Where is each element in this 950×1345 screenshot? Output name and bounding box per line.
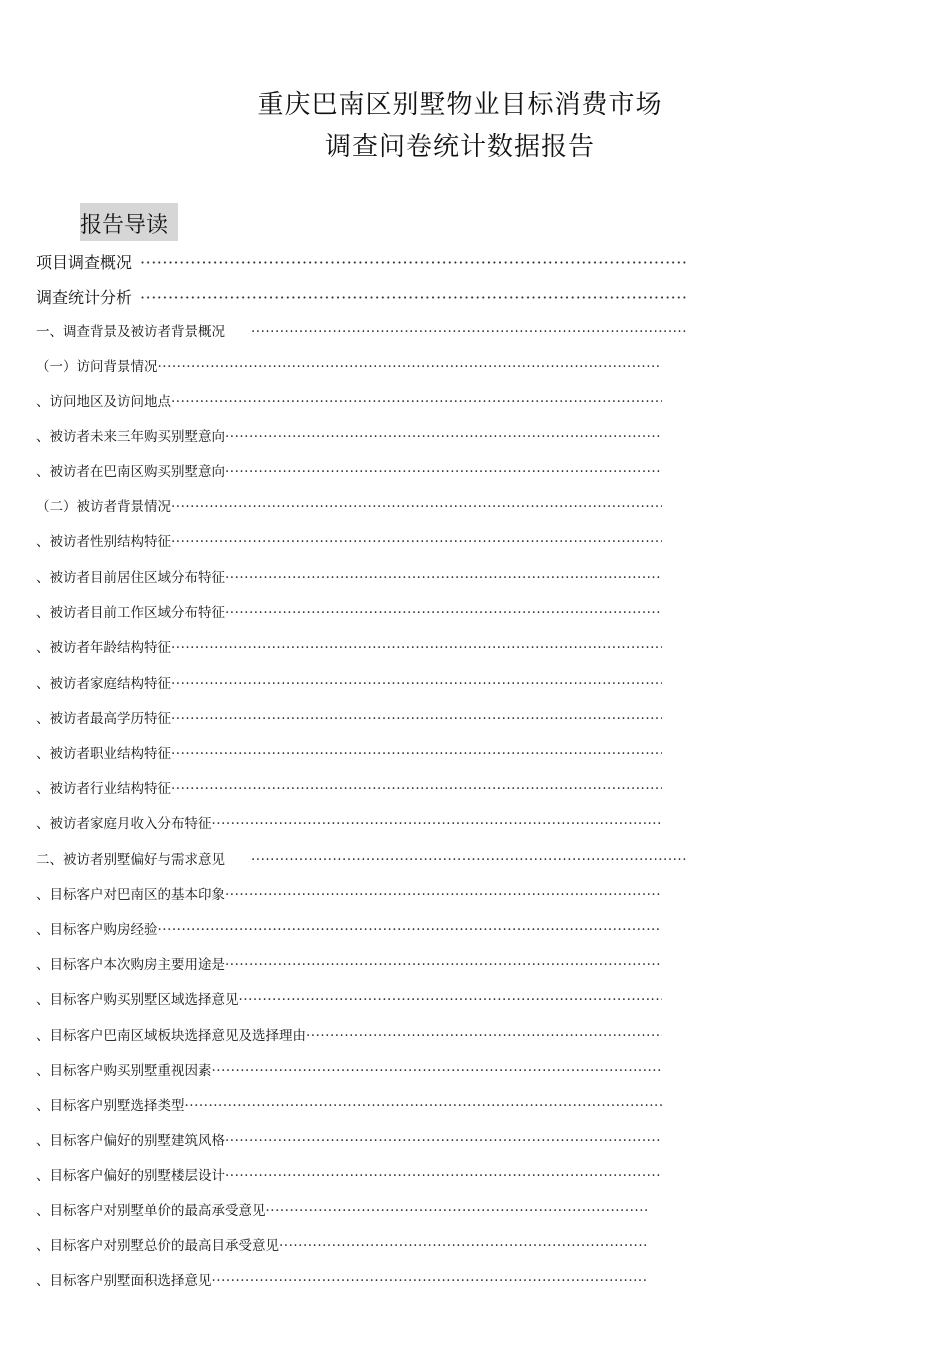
toc-item-label: 、被访者性别结构特征 <box>36 534 171 550</box>
toc-item <box>36 530 662 550</box>
toc-item <box>36 848 688 868</box>
toc-item <box>36 1234 647 1254</box>
toc-dot-leader <box>140 253 688 272</box>
guide-heading: 报告导读 <box>80 203 178 241</box>
toc-item <box>36 918 662 938</box>
toc-dot-leader <box>171 534 662 550</box>
toc-dot-leader <box>171 781 662 797</box>
toc-item-label: 、被访者最高学历特征 <box>36 711 171 727</box>
toc-item-label: 、被访者未来三年购买别墅意向 <box>36 429 225 445</box>
toc-dot-leader <box>225 464 662 480</box>
toc-item-label: 、目标客户别墅选择类型 <box>36 1098 185 1114</box>
toc-item-label: 、目标客户购买别墅区域选择意见 <box>36 992 239 1008</box>
toc-item-label: 、目标客户购房经验 <box>36 922 158 938</box>
toc-item-label: 、被访者行业结构特征 <box>36 781 171 797</box>
toc-item <box>36 1059 662 1079</box>
toc-item-label: 二、被访者别墅偏好与需求意见 <box>36 852 225 868</box>
toc-item <box>36 707 662 727</box>
toc-item <box>36 883 662 903</box>
toc-item <box>36 566 662 586</box>
toc-item <box>36 250 688 273</box>
toc-item <box>36 285 688 308</box>
toc-dot-leader <box>158 922 663 938</box>
toc-item <box>36 460 662 480</box>
toc-item-label: 、被访者在巴南区购买别墅意向 <box>36 464 225 480</box>
toc-item <box>36 953 662 973</box>
toc-dot-leader <box>225 429 662 445</box>
toc-dot-leader <box>171 746 662 762</box>
toc-item-label: 、被访者目前工作区域分布特征 <box>36 605 225 621</box>
toc-dot-leader <box>225 1133 662 1149</box>
toc-dot-leader <box>140 288 688 307</box>
toc-dot-leader <box>266 1203 648 1219</box>
toc-item-label: 、目标客户对别墅单价的最高承受意见 <box>36 1203 266 1219</box>
toc-item <box>36 672 662 692</box>
toc-item <box>36 390 662 410</box>
toc-dot-leader <box>225 605 662 621</box>
toc-item <box>36 1269 647 1289</box>
toc-item-label: 、目标客户购买别墅重视因素 <box>36 1063 212 1079</box>
toc-item-label: 、被访者职业结构特征 <box>36 746 171 762</box>
toc-item <box>36 425 662 445</box>
toc-item-label: 、目标客户巴南区域板块选择意见及选择理由 <box>36 1028 306 1044</box>
toc-item-label: 、被访者年龄结构特征 <box>36 640 171 656</box>
toc-item-label: 、目标客户对别墅总价的最高目承受意见 <box>36 1238 279 1254</box>
toc-dot-leader <box>251 324 688 340</box>
toc-item-label: 、目标客户偏好的别墅楼层设计 <box>36 1168 225 1184</box>
toc-dot-leader <box>171 640 662 656</box>
toc-dot-leader <box>158 359 663 375</box>
toc-item-label: 、目标客户偏好的别墅建筑风格 <box>36 1133 225 1149</box>
toc-dot-leader <box>306 1028 662 1044</box>
document-title-line-1: 重庆巴南区别墅物业目标消费市场 <box>257 90 663 120</box>
toc-dot-leader <box>251 852 688 868</box>
toc-item <box>36 1024 662 1044</box>
toc-item <box>36 636 662 656</box>
toc-dot-leader <box>212 1063 663 1079</box>
toc-item-label: 、目标客户本次购房主要用途是 <box>36 957 225 973</box>
toc-item <box>36 812 662 832</box>
toc-item <box>36 988 662 1008</box>
toc-item <box>36 601 662 621</box>
toc-item-label: 、被访者目前居住区域分布特征 <box>36 570 225 586</box>
toc-dot-leader <box>185 1098 663 1114</box>
toc-item <box>36 1129 662 1149</box>
toc-item-label: 调查统计分析 <box>36 288 133 307</box>
document-title-line-2: 调查问卷统计数据报告 <box>324 132 595 162</box>
toc-item <box>36 355 662 375</box>
toc-dot-leader <box>225 887 662 903</box>
toc-dot-leader <box>212 1273 648 1289</box>
toc-item <box>36 1199 647 1219</box>
toc-dot-leader <box>171 676 662 692</box>
toc-dot-leader <box>225 1168 662 1184</box>
toc-item <box>36 1094 662 1114</box>
toc-item-label: 、目标客户对巴南区的基本印象 <box>36 887 225 903</box>
toc-dot-leader <box>212 816 663 832</box>
toc-item <box>36 1164 662 1184</box>
toc-item-label: 项目调查概况 <box>36 253 133 272</box>
toc-item-label: 、访问地区及访问地点 <box>36 394 171 410</box>
toc-item <box>36 742 662 762</box>
toc-item-label: 一、调查背景及被访者背景概况 <box>36 324 225 340</box>
toc-dot-leader <box>171 394 662 410</box>
toc-dot-leader <box>279 1238 647 1254</box>
toc-dot-leader <box>225 570 662 586</box>
toc-item-label: （二）被访者背景情况 <box>36 499 171 515</box>
toc-dot-leader <box>239 992 663 1008</box>
toc-item-label: 、目标客户别墅面积选择意见 <box>36 1273 212 1289</box>
toc-dot-leader <box>225 957 662 973</box>
toc-item-label: （一）访问背景情况 <box>36 359 158 375</box>
toc-dot-leader <box>171 711 662 727</box>
toc-item-label: 、被访者家庭月收入分布特征 <box>36 816 212 832</box>
toc-item-label: 、被访者家庭结构特征 <box>36 676 171 692</box>
toc-item <box>36 777 662 797</box>
toc-item <box>36 320 688 340</box>
toc-dot-leader <box>171 499 662 515</box>
toc-item <box>36 495 662 515</box>
